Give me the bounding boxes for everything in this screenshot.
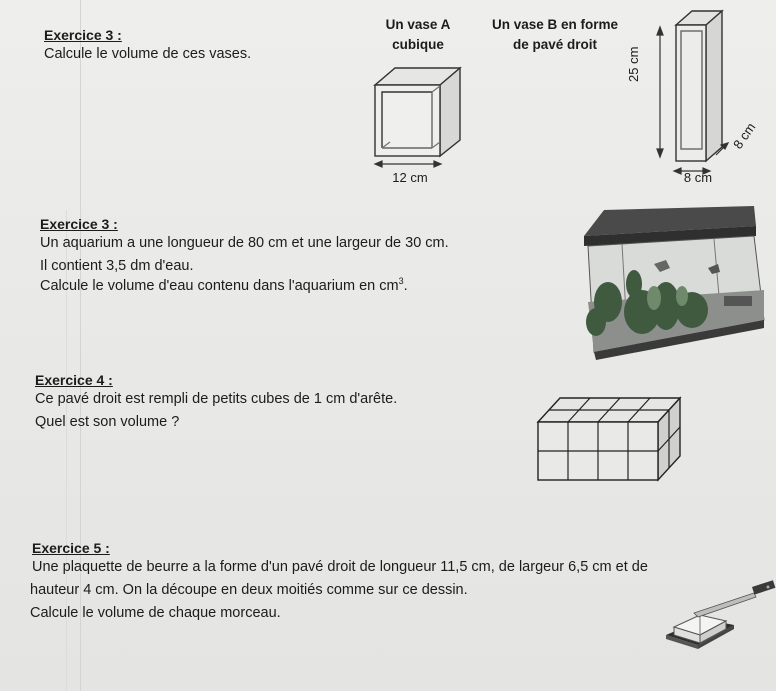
- exercise-4-title: Exercice 4 :: [35, 372, 113, 388]
- exercise-5-line-3: Calcule le volume de chaque morceau.: [30, 605, 281, 621]
- vase-a-label-2: cubique: [392, 37, 444, 52]
- exercise-3a-title: Exercice 3 :: [44, 27, 122, 43]
- exercise-3b-line-3-period: .: [403, 277, 408, 294]
- vase-a-label-1: Un vase A: [385, 17, 451, 32]
- vase-b-width: 8 cm: [683, 170, 713, 185]
- vase-b-height: 25 cm: [626, 46, 641, 82]
- vase-b-depth: 8 cm: [730, 119, 759, 152]
- exercise-3a-instruction: Calcule le volume de ces vases.: [44, 46, 252, 62]
- exercise-4-line-2: Quel est son volume ?: [35, 414, 180, 430]
- exercise-5-title: Exercice 5 :: [32, 540, 110, 556]
- vase-b-label-2: de pavé droit: [512, 37, 598, 52]
- exercise-3b-title: Exercice 3 :: [40, 216, 118, 232]
- exercise-5-line-2: hauteur 4 cm. On la découpe en deux moitiés comme sur ce dessin.: [30, 582, 468, 598]
- exercise-3b-line-1: Un aquarium a une longueur de 80 cm et une largeur de 30 cm.: [40, 235, 449, 251]
- butter-knife-drawing: [664, 583, 776, 655]
- exercise-3b-line-2: Il contient 3,5 dm d'eau.: [40, 258, 194, 274]
- cube-block-drawing: [536, 394, 682, 486]
- vase-a-cube-drawing: [360, 60, 470, 185]
- exercise-3b-exponent: 3: [398, 276, 404, 286]
- vase-b-label-1: Un vase B en forme: [491, 17, 619, 32]
- exercise-4-line-1: Ce pavé droit est rempli de petits cubes de 1 cm d'arête.: [35, 391, 398, 407]
- vase-a-measure: 12 cm: [392, 170, 428, 185]
- exercise-3b-line-3-text: Calcule le volume d'eau contenu dans l'aquarium en cm: [40, 277, 399, 294]
- exercise-5-line-1: Une plaquette de beurre a la forme d'un pavé droit de longueur 11,5 cm, de largeur 6,5 cm et de: [32, 559, 648, 575]
- vase-b-box-drawing: [620, 5, 760, 180]
- exercise-3b-line-3: [40, 276, 408, 294]
- aquarium-illustration: [574, 202, 770, 362]
